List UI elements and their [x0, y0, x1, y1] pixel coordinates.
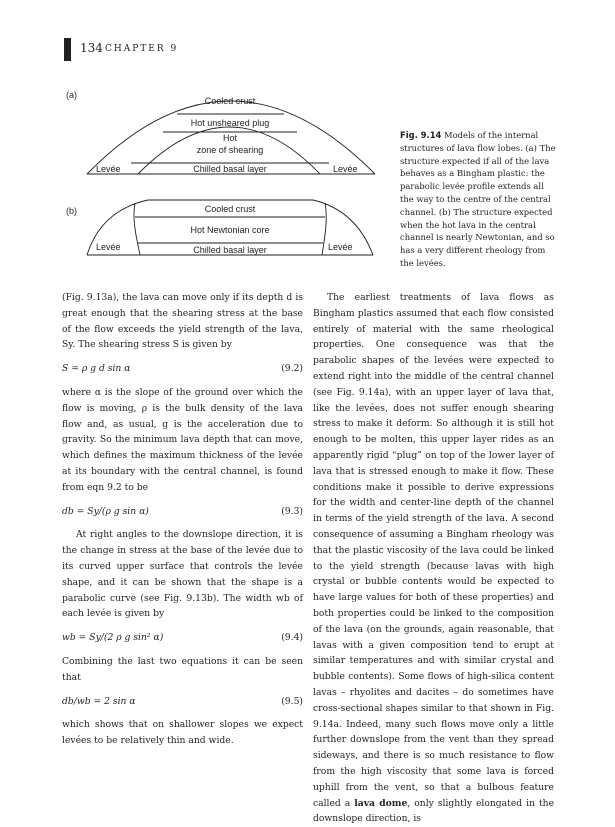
right-paragraph-1: [313, 290, 554, 827]
caption-text: Models of the internal structures of lava flow lobes. (a) The structure expected if all of the lava behaves as a Bingham plastic: the parabolic levée profile extends all the way to the centre of the central channel. (b) The structure expected when the hot lava in the central channel is nearly Newtonian, and so has a very different rheology from the levées.: [400, 130, 556, 268]
panel-a-levee-right: Levée: [333, 164, 358, 174]
equation-9-4-body: wb = Sy/(2 ρ g sin² α): [62, 632, 164, 644]
left-column: [62, 290, 303, 749]
panel-a-label: (a): [66, 90, 77, 100]
equation-9-2-number: (9.2): [281, 363, 303, 375]
equation-9-2-body: S = ρ g d sin α: [62, 363, 131, 375]
panel-a-cooled-crust: Cooled crust: [204, 96, 256, 106]
caption-label: Fig. 9.14: [400, 130, 442, 140]
panel-a-hot: Hot: [222, 133, 238, 143]
panel-b-levee-right: Levée: [328, 242, 353, 252]
panel-a-zone-shearing: zone of shearing: [196, 145, 264, 155]
panel-b-levee-right-boundary: [322, 203, 326, 255]
equation-9-4: [62, 630, 303, 646]
right-paragraph-1b: , only slightly elongated in the downslope direction, is: [313, 797, 555, 825]
equation-9-3-body: db = Sy/(ρ g sin α): [62, 505, 149, 517]
panel-b-levee-left: Levée: [96, 242, 121, 252]
panel-a-basal-layer: Chilled basal layer: [193, 164, 267, 174]
page-number: 134: [80, 41, 103, 55]
panel-b-label: (b): [66, 206, 77, 216]
panel-b-basal-layer: Chilled basal layer: [193, 245, 267, 255]
left-paragraph-4: Combining the last two equations it can be seen that: [62, 655, 303, 683]
equation-9-5: [62, 694, 303, 710]
panel-a-levee-left: Levée: [96, 164, 121, 174]
panel-b-newtonian-core: Hot Newtonian core: [190, 225, 270, 235]
equation-9-3: [62, 504, 303, 520]
right-column: [313, 290, 554, 827]
term-lava-dome: lava dome: [354, 797, 408, 809]
right-paragraph-1a: The earliest treatments of lava flows as Bingham plastics assumed that each flow consisted entirely of material with the same rheological properties. One consequence was that the parabolic shapes of the levées were expected to extend right into the middle of the central channel (see Fig. 9.14a), with an upper layer of lava that, like the levées, does not suffer enough shearing stress to make it deform. So although it is still hot enough to be molten, this upper layer rides as an apparently rigid “plug” on top of the lower layer of lava that is stressed enough to make it flow. These conditions make it possible to derive expressions for the width and center-line depth of the channel in terms of the yield strength of the lava. A second consequence of assuming a Bingham rheology was that the plastic viscosity of the lava could be linked to the yield strength (because lavas with high crystal or bubble contents would be expected to have large values for both of these properties) and both properties could be linked to the composition of the lava (on the grounds, again reasonable, that lavas with a given composition tend to erupt at similar temperatures and with similar crystal and bubble contents). Some flows of high-silica content lavas – rhyolites and dacites – do sometimes have cross-sectional shapes similar to that shown in Fig. 9.14a. Indeed, many such flows move only a little further downslope from the vent than they spread sideways, and there is so much resistance to flow from the high viscosity that some lava is forced uphill from the vent, so that a bulbous feature called a: [313, 292, 554, 809]
equation-9-5-body: db/wb = 2 sin α: [62, 695, 136, 707]
equation-9-2: [62, 361, 303, 377]
left-paragraph-1: (Fig. 9.13a), the lava can move only if its depth d is great enough that the shearing stress at the base of the flow exceeds the yield strength of the lava, Sy. The shearing stress S is given by: [62, 292, 303, 351]
chapter-title: CHAPTER 9: [105, 44, 179, 54]
equation-9-4-number: (9.4): [281, 632, 303, 644]
panel-b-levee-left-boundary: [134, 203, 140, 255]
equation-9-3-number: (9.3): [281, 505, 303, 517]
figure-caption: [400, 129, 560, 270]
left-paragraph-2: where α is the slope of the ground over which the flow is moving, ρ is the bulk density of the lava flow and, as usual, g is the acceleration due to gravity. So the minimum lava depth that can move, which defines the maximum thickness of the levée at its boundary with the central channel, is found from eqn 9.2 to be: [62, 386, 303, 493]
panel-b-cooled-crust: Cooled crust: [204, 204, 256, 214]
equation-9-5-number: (9.5): [281, 695, 303, 707]
panel-a-unsheared-plug: Hot unsheared plug: [190, 118, 270, 128]
left-paragraph-5: which shows that on shallower slopes we expect levées to be relatively thin and wide.: [62, 719, 303, 747]
left-paragraph-3: At right angles to the downslope direction, it is the change in stress at the base of the levée due to its curved upper surface that controls the levée shape, and it can be shown that the shape is a parabolic curve (see Fig. 9.13b). The width wb of each levée is given by: [62, 529, 303, 620]
